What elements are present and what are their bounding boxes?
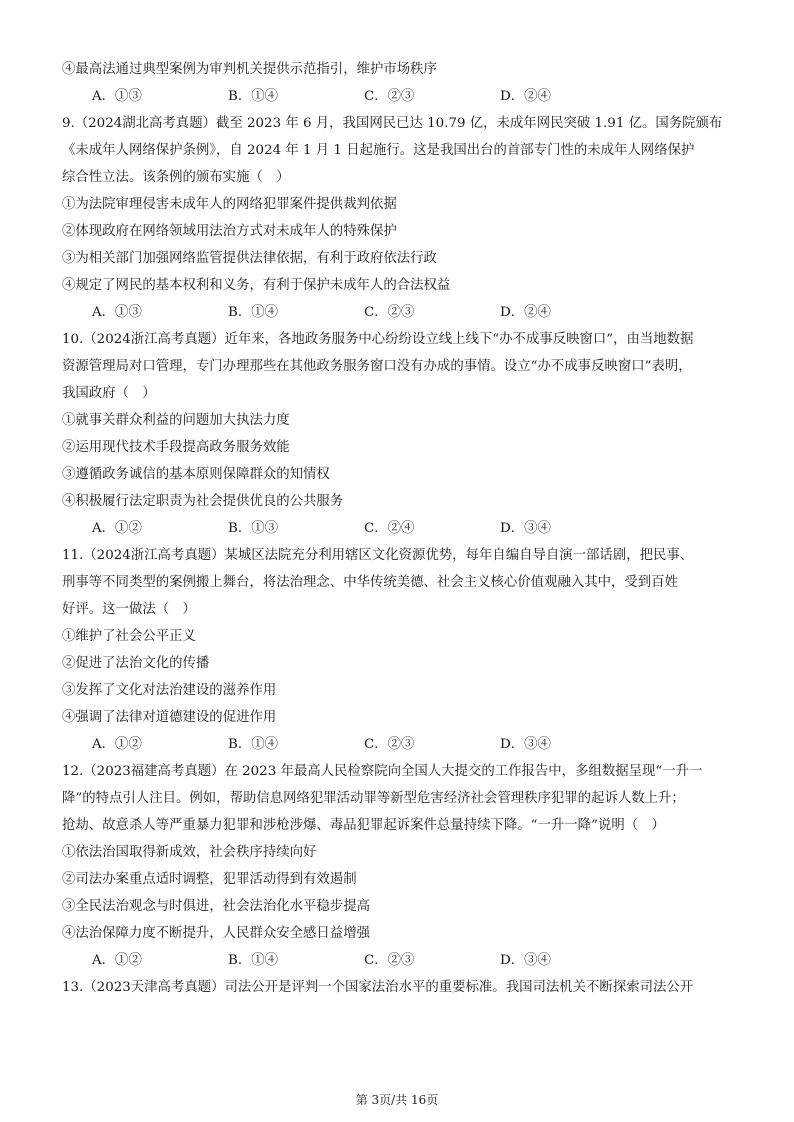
answer-choice: A．①② xyxy=(92,521,142,536)
answer-choice: A．①③ xyxy=(92,305,142,320)
answer-choice: D．②④ xyxy=(500,89,551,104)
text-line: ③发挥了文化对法治建设的滋养作用 xyxy=(62,683,277,698)
text-line: 11.（2024浙江高考真题）某城区法院充分利用辖区文化资源优势，每年自编自导自演一部话剧，把民事、 xyxy=(62,548,694,563)
answer-choice: D．③④ xyxy=(500,737,551,752)
text-line: 好评。这一做法（ ） xyxy=(62,602,196,617)
answer-choices xyxy=(62,299,738,326)
text-line: 降”的特点引人注目。例如，帮助信息网络犯罪活动罪等新型危害经济社会管理秩序犯罪的起诉人数上升； xyxy=(62,791,685,806)
answer-choices xyxy=(62,83,738,110)
page-footer: 第 3页/共 16页 xyxy=(355,1093,439,1107)
text-line: ②促进了法治文化的传播 xyxy=(62,656,210,671)
question-list xyxy=(62,56,738,1001)
text-line: ①维护了社会公平正义 xyxy=(62,629,196,644)
text-line: ①就事关群众利益的问题加大执法力度 xyxy=(62,413,290,428)
answer-choices xyxy=(62,947,738,974)
text-line: ③为相关部门加强网络监管提供法律依据，有利于政府依法行政 xyxy=(62,251,437,266)
text-line: 10.（2024浙江高考真题）近年来，各地政务服务中心纷纷设立线上线下“办不成事反映窗口”，由当地数据 xyxy=(62,332,694,347)
text-line: 12.（2023福建高考真题）在 2023 年最高人民检察院向全国人大提交的工作报告中，多组数据呈现“一升一 xyxy=(62,764,703,779)
text-line: ②体现政府在网络领域用法治方式对未成年人的特殊保护 xyxy=(62,224,397,239)
answer-choice: B．①④ xyxy=(228,305,279,320)
answer-choice: A．①② xyxy=(92,737,142,752)
text-line: ③遵循政务诚信的基本原则保障群众的知情权 xyxy=(62,467,330,482)
text-line: 刑事等不同类型的案例搬上舞台，将法治理念、中华传统美德、社会主义核心价值观融入其中，受到百姓 xyxy=(62,575,678,590)
answer-choice: A．①② xyxy=(92,953,142,968)
text-line: 13.（2023天津高考真题）司法公开是评判一个国家法治水平的重要标准。我国司法机关不断探索司法公开 xyxy=(62,980,694,995)
text-line: ④法治保障力度不断提升，人民群众安全感日益增强 xyxy=(62,926,370,941)
answer-choices xyxy=(62,731,738,758)
text-line: ①为法院审理侵害未成年人的网络犯罪案件提供裁判依据 xyxy=(62,197,397,212)
text-line: 我国政府（ ） xyxy=(62,386,156,401)
answer-choice: C．②③ xyxy=(364,89,415,104)
text-line: ③全民法治观念与时俱进，社会法治化水平稳步提高 xyxy=(62,899,370,914)
answer-choices xyxy=(62,515,738,542)
answer-choice: B．①④ xyxy=(228,953,279,968)
answer-choice: C．②③ xyxy=(364,305,415,320)
answer-choice: B．①③ xyxy=(228,521,279,536)
answer-choice: B．①④ xyxy=(228,737,279,752)
text-line: ④积极履行法定职责为社会提供优良的公共服务 xyxy=(62,494,344,509)
answer-choice: A．①③ xyxy=(92,89,142,104)
answer-choice: D．③④ xyxy=(500,953,551,968)
answer-choice: B．①④ xyxy=(228,89,279,104)
text-line: ④规定了网民的基本权利和义务，有利于保护未成年人的合法权益 xyxy=(62,278,451,293)
text-line: ①依法治国取得新成效，社会秩序持续向好 xyxy=(62,845,317,860)
text-line: 《未成年人网络保护条例》，自 2024 年 1 月 1 日起施行。这是我国出台的首部专门性的未成年人网络保护 xyxy=(62,143,695,158)
text-line: ④强调了法律对道德建设的促进作用 xyxy=(62,710,277,725)
text-line: ②运用现代技术手段提高政务服务效能 xyxy=(62,440,290,455)
answer-choice: C．②③ xyxy=(364,953,415,968)
answer-choice: D．②④ xyxy=(500,305,551,320)
text-line: 抢劫、故意杀人等严重暴力犯罪和涉枪涉爆、毒品犯罪起诉案件总量持续下降。“一升一降”说明（ ） xyxy=(62,818,665,833)
text-line: 综合性立法。该条例的颁布实施（ ） xyxy=(62,170,290,185)
answer-choice: C．②③ xyxy=(364,737,415,752)
text-line: ②司法办案重点适时调整，犯罪活动得到有效遏制 xyxy=(62,872,357,887)
answer-choice: D．③④ xyxy=(500,521,551,536)
text-line: ④最高法通过典型案例为审判机关提供示范指引，维护市场秩序 xyxy=(62,62,437,77)
text-line: 资源管理局对口管理，专门办理那些在其他政务服务窗口没有办成的事情。设立“办不成事反映窗口”表明， xyxy=(62,359,692,374)
text-line: 9.（2024湖北高考真题）截至 2023 年 6 月，我国网民已达 10.79 亿，未成年网民突破 1.91 亿。国务院颁布 xyxy=(62,116,723,131)
answer-choice: C．②④ xyxy=(364,521,415,536)
